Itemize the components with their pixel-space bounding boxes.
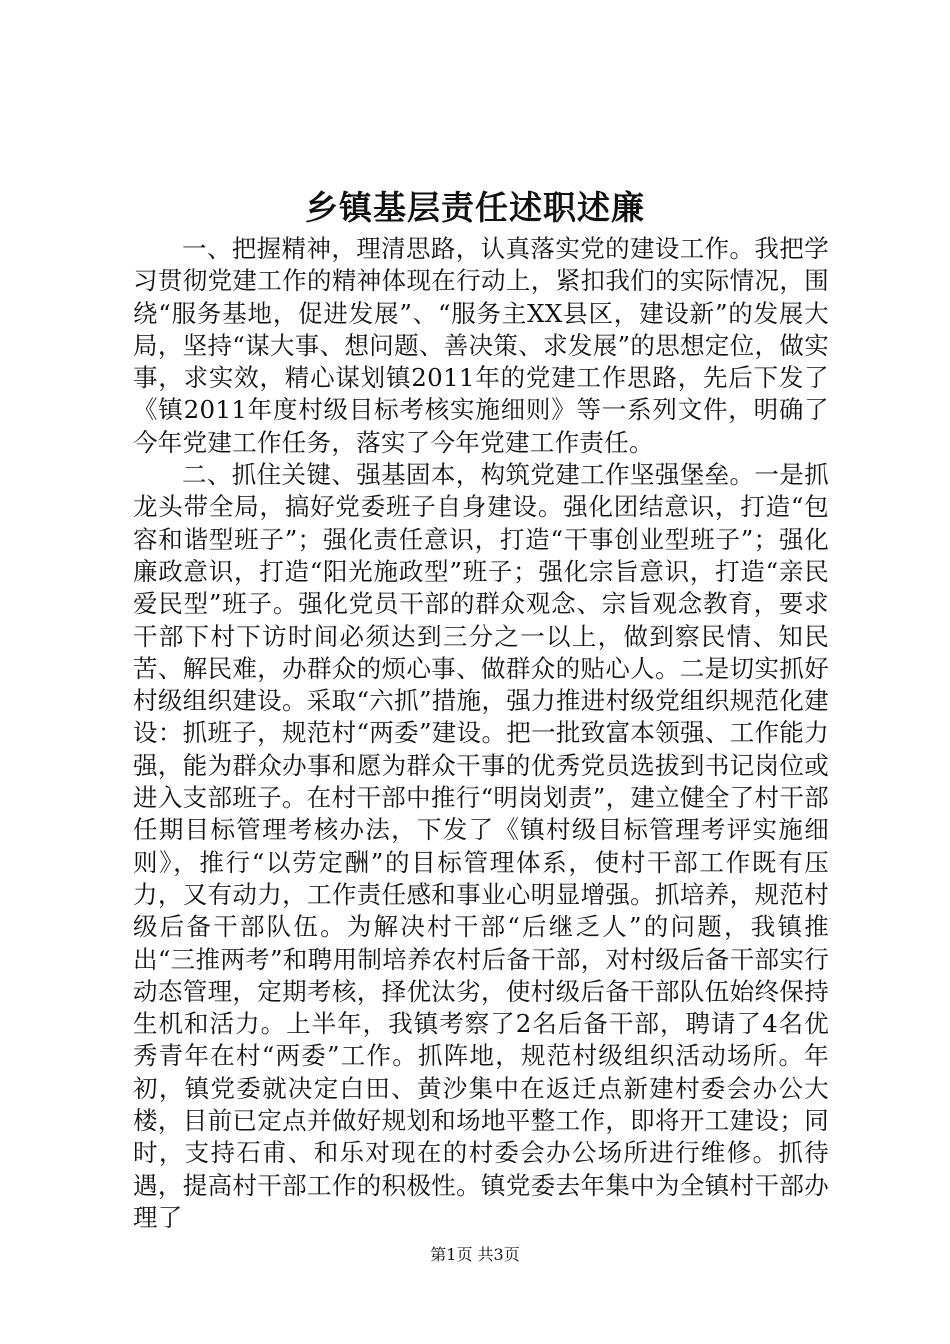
document-body	[133, 233, 829, 1234]
paragraph-2: 二、抓住关键、强基固本，构筑党建工作坚强堡垒。一是抓龙头带全局，搞好党委班子自身建设。强化团结意识，打造“包容和谐型班子”；强化责任意识，打造“干事创业型班子”；强化廉政意识，打造“阳光施政型”班子；强化宗旨意识，打造“亲民爱民型”班子。强化党员干部的群众观念、宗旨观念教育，要求干部下村下访时间必须达到三分之一以上，做到察民情、知民苦、解民难，办群众的烦心事、做群众的贴心人。二是切实抓好村级组织建设。采取“六抓”措施，强力推进村级党组织规范化建设：抓班子，规范村“两委”建设。把一批致富本领强、工作能力强，能为群众办事和愿为群众干事的优秀党员选拔到书记岗位或进入支部班子。在村干部中推行“明岗划责”，建立健全了村干部任期目标管理考核办法，下发了《镇村级目标管理考评实施细则》，推行“以劳定酬”的目标管理体系，使村干部工作既有压力，又有动力，工作责任感和事业心明显增强。抓培养，规范村级后备干部队伍。为解决村干部“后继乏人”的问题，我镇推出“三推两考”和聘用制培养农村后备干部，对村级后备干部实行动态管理，定期考核，择优汰劣，使村级后备干部队伍始终保持生机和活力。上半年，我镇考察了2名后备干部，聘请了4名优秀青年在村“两委”工作。抓阵地，规范村级组织活动场所。年初，镇党委就决定白田、黄沙集中在返迁点新建村委会办公大楼，目前已定点并做好规划和场地平整工作，即将开工建设；同时，支持石甫、和乐对现在的村委会办公场所进行维修。抓待遇，提高村干部工作的积极性。镇党委去年集中为全镇村干部办理了	[133, 460, 830, 1232]
document-title: 乡镇基层责任述职述廉	[305, 188, 645, 227]
paragraph-1: 一、把握精神，理清思路，认真落实党的建设工作。我把学习贯彻党建工作的精神体现在行动上，紧扣我们的实际情况，围绕“服务基地，促进发展”、“服务主XX县区，建设新”的发展大局，坚持“谋大事、想问题、善决策、求发展”的思想定位，做实事，求实效，精心谋划镇2011年的党建工作思路，先后下发了《镇2011年度村级目标考核实施细则》等一系列文件，明确了今年党建工作任务，落实了今年党建工作责任。	[133, 234, 829, 457]
page-footer: 第1页 共3页	[430, 1245, 520, 1264]
